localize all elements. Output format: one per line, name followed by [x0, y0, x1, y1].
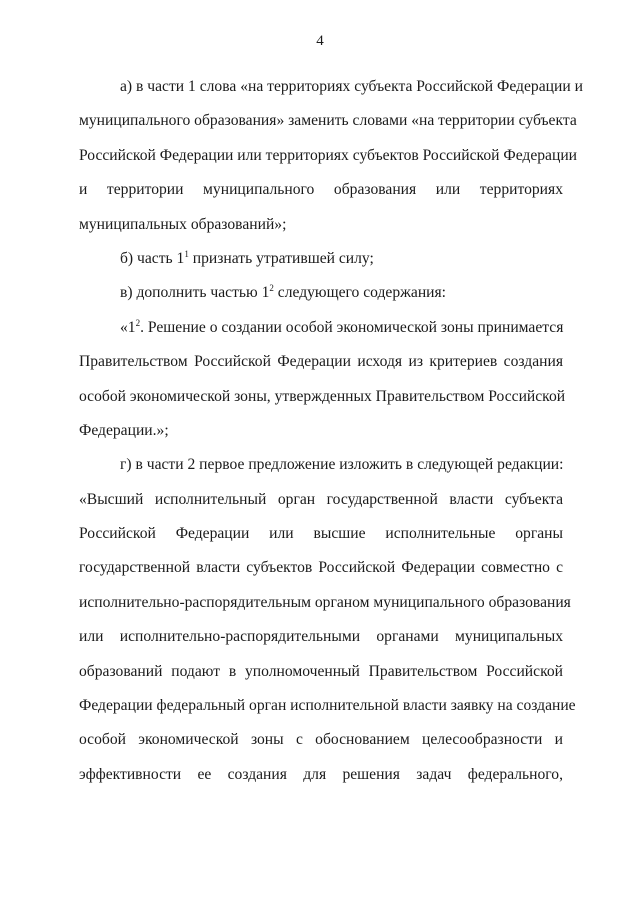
text-line: исполнительно-распорядительным органом муниципального образования	[79, 593, 571, 611]
text-segment: следующего содержания:	[273, 284, 447, 302]
text-line: государственной власти субъектов Российской Федерации совместно с	[79, 559, 563, 577]
text-line: Правительством Российской Федерации исходя из критериев создания	[79, 353, 563, 371]
text-line	[79, 276, 563, 310]
text-segment: «1	[120, 318, 136, 336]
text-line: муниципальных образований»;	[79, 215, 287, 233]
text-line: и территории муниципального образования или территориях	[79, 181, 563, 199]
document-body	[79, 70, 583, 792]
superscript: 2	[269, 283, 274, 294]
page-number: 4	[316, 33, 324, 49]
text-segment: . Решение о создании особой экономической зоны принимается	[140, 318, 564, 336]
text-line: особой экономической зоны, утвержденных Правительством Российской	[79, 387, 566, 405]
text-line: Федерации федеральный орган исполнительной власти заявку на создание	[79, 697, 576, 715]
text-line: г) в части 2 первое предложение изложить в следующей редакции:	[120, 456, 564, 474]
text-segment: признать утратившей силу;	[188, 249, 374, 267]
text-line: «Высший исполнительный орган государственной власти субъекта	[79, 490, 563, 508]
text-line: муниципального образования» заменить словами «на территории субъекта	[79, 112, 577, 130]
text-line: особой экономической зоны с обоснованием целесообразности и	[79, 731, 563, 749]
text-line: а) в части 1 слова «на территориях субъекта Российской Федерации и	[120, 78, 583, 95]
superscript: 1	[184, 248, 189, 259]
text-line	[79, 311, 563, 345]
text-line: Федерации.»;	[79, 421, 169, 439]
text-line	[79, 242, 563, 276]
text-segment: в) дополнить частью 1	[120, 284, 270, 302]
text-segment: б) часть 1	[120, 249, 185, 267]
text-line: Российской Федерации или высшие исполнительные органы	[79, 525, 563, 543]
text-line: Российской Федерации или территориях субъектов Российской Федерации	[79, 146, 578, 164]
text-line: эффективности ее создания для решения задач федерального,	[79, 765, 563, 783]
text-line: или исполнительно-распорядительными органами муниципальных	[79, 628, 563, 646]
superscript: 2	[135, 317, 141, 328]
text-line: образований подают в уполномоченный Правительством Российской	[79, 662, 563, 680]
